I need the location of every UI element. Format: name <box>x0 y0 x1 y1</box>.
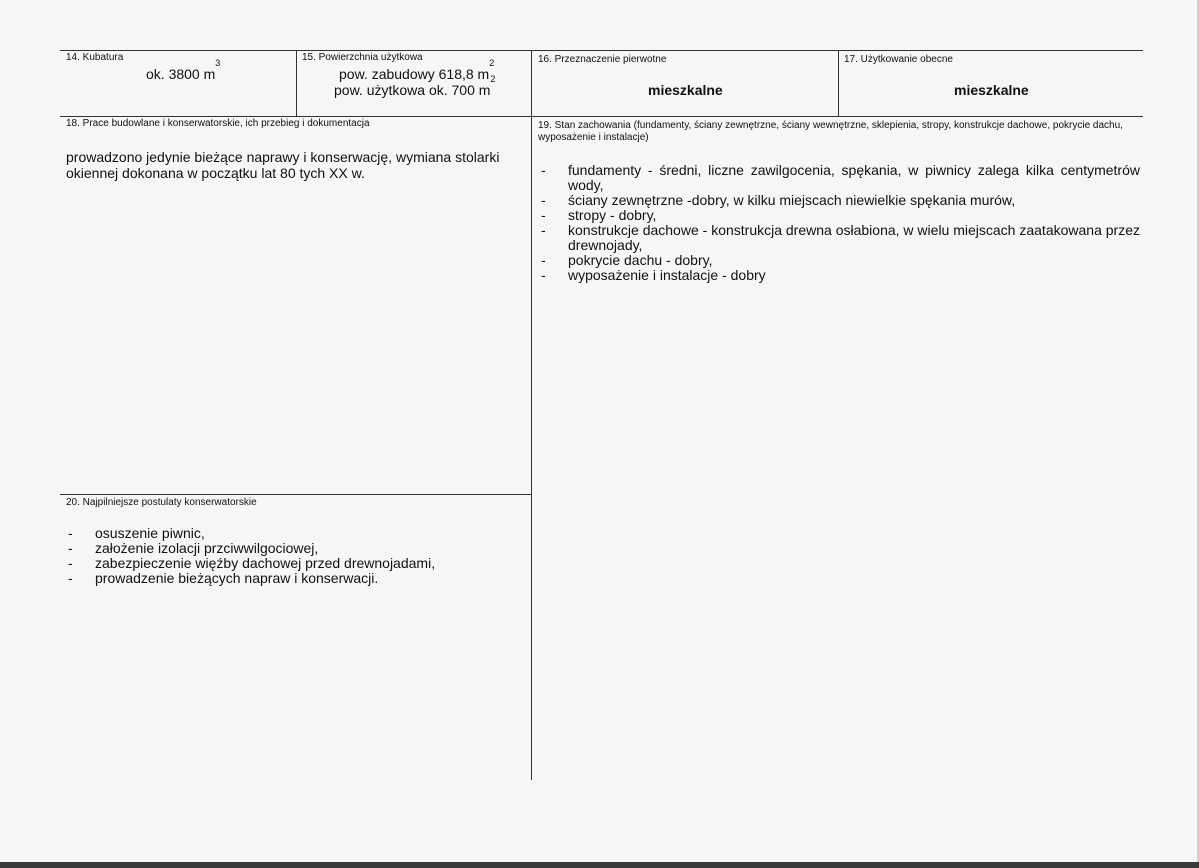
list-item <box>541 163 1140 193</box>
field-14-value-text: ok. 3800 m <box>146 66 216 82</box>
list-item-text: założenie izolacji przciwwilgociowej, <box>95 540 319 556</box>
field-18-text: prowadzono jedynie bieżące naprawy i konserwację, wymiana stolarki okiennej dokonana w początku lat 80 tych XX w. <box>66 149 500 181</box>
col-divider-1 <box>296 50 297 116</box>
col-divider-3 <box>838 50 839 116</box>
list-item-text: osuszenie piwnic, <box>95 525 205 541</box>
field-14-value <box>146 58 221 82</box>
list-item-text: wyposażenie i instalacje - dobry <box>568 267 766 283</box>
field-15-label: 15. Powierzchnia użytkowa <box>302 52 423 63</box>
field-16-label: 16. Przeznaczenie pierwotne <box>538 54 667 65</box>
field-19-label: 19. Stan zachowania (fundamenty, ściany zewnętrzne, ściany wewnętrzne, sklepienia, stropy, konstrukcje dachowe, pokrycie dachu, wyposażenie i instalacje) <box>538 120 1123 143</box>
list-item <box>541 268 1140 283</box>
field-14-value-sup: 3 <box>215 58 221 68</box>
field-20-list <box>68 526 508 586</box>
list-item-text: prowadzenie bieżących napraw i konserwacji. <box>95 570 379 586</box>
field-15-line-1 <box>339 58 495 82</box>
list-dash: - <box>68 555 73 571</box>
field-20-label: 20. Najpilniejsze postulaty konserwatorskie <box>66 497 257 508</box>
list-item <box>541 253 1140 268</box>
top-row-bottom-border <box>60 116 1143 117</box>
list-item <box>541 193 1140 208</box>
list-item-text: ściany zewnętrzne -dobry, w kilku miejscach niewielkie spękania murów, <box>568 192 1016 208</box>
list-dash: - <box>68 525 73 541</box>
list-item-text: fundamenty - średni, liczne zawilgocenia, spękania, w piwnicy zalega kilka centymetrów wody, <box>568 162 1140 193</box>
field-17-value: mieszkalne <box>954 82 1029 98</box>
field-14-label: 14. Kubatura <box>66 52 124 63</box>
list-item-text: pokrycie dachu - dobry, <box>568 252 713 268</box>
field-18-label: 18. Prace budowlane i konserwatorskie, ich przebieg i dokumentacja <box>66 118 370 129</box>
list-item-text: konstrukcje dachowe - konstrukcja drewna osłabiona, w wielu miejscach zaatakowana przez drewnojady, <box>568 222 1140 253</box>
list-item-text: stropy - dobry, <box>568 207 657 223</box>
field-16-value: mieszkalne <box>648 82 723 98</box>
list-item <box>68 541 508 556</box>
list-item <box>68 556 508 571</box>
list-item <box>68 571 508 586</box>
list-item <box>541 223 1140 253</box>
col-divider-2 <box>531 50 532 780</box>
list-dash: - <box>68 540 73 556</box>
list-dash: - <box>541 267 546 283</box>
list-dash: - <box>541 192 546 208</box>
list-dash: - <box>541 207 546 223</box>
list-item-text: zabezpieczenie więźby dachowej przed drewnojadami, <box>95 555 436 571</box>
list-dash: - <box>541 252 546 268</box>
field-15-line-2-sup: 2 <box>490 74 496 84</box>
list-dash: - <box>541 222 546 238</box>
list-dash: - <box>68 570 73 586</box>
top-row-top-border <box>60 50 1143 51</box>
list-dash: - <box>541 162 546 178</box>
field-19-list <box>541 163 1140 283</box>
field-17-label: 17. Użytkowanie obecne <box>844 54 953 65</box>
field-15-line-2-text: pow. użytkowa ok. 700 m <box>334 82 491 98</box>
field-15-line-1-text: pow. zabudowy 618,8 m <box>339 66 490 82</box>
section-20-top-border <box>60 494 531 495</box>
list-item <box>541 208 1140 223</box>
field-15-line-1-sup: 2 <box>489 58 495 68</box>
list-item <box>68 526 508 541</box>
